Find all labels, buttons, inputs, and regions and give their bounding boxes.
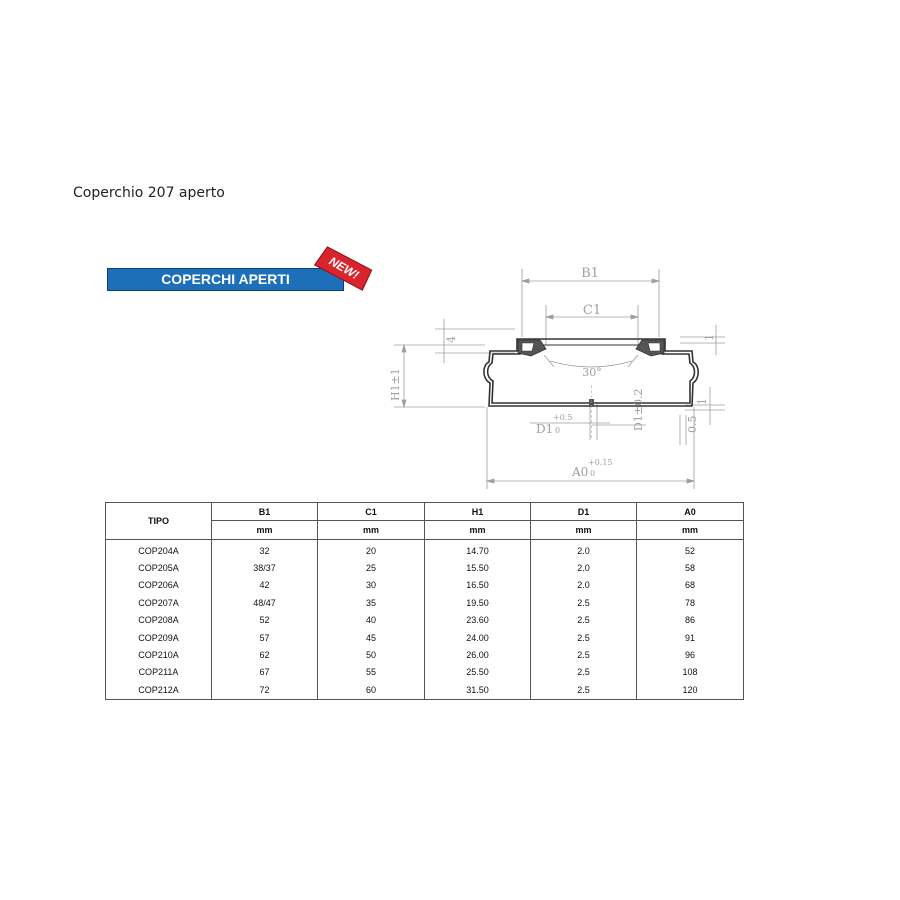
cell-d1: 2.5 xyxy=(531,646,637,663)
cell-b1: 42 xyxy=(212,577,318,594)
table-row xyxy=(106,664,744,681)
technical-drawing xyxy=(380,255,730,495)
cell-d1: 2.5 xyxy=(531,612,637,629)
cell-d1: 2.5 xyxy=(531,664,637,681)
unit-d1: mm xyxy=(531,521,637,540)
table-row xyxy=(106,559,744,576)
dim-d1-left-zero: 0 xyxy=(555,426,561,435)
cell-c1: 60 xyxy=(318,681,425,699)
header-h1: H1 xyxy=(425,503,531,521)
dim-c1-label: C1 xyxy=(582,303,602,318)
cell-a0: 96 xyxy=(637,646,744,663)
cell-h1: 26.00 xyxy=(425,646,531,663)
cell-a0: 58 xyxy=(637,559,744,576)
cell-d1: 2.5 xyxy=(531,594,637,611)
cell-c1: 45 xyxy=(318,629,425,646)
cell-tipo: COP210A xyxy=(138,650,179,661)
dim-half-label: 0.5 xyxy=(686,415,699,433)
table-row xyxy=(106,629,744,646)
cell-b1: 38/37 xyxy=(212,559,318,576)
dim-four-label: 4 xyxy=(445,336,458,343)
page-title: Coperchio 207 aperto xyxy=(73,185,225,201)
cell-b1: 57 xyxy=(212,629,318,646)
header-row xyxy=(106,503,744,521)
cell-d1: 2.0 xyxy=(531,559,637,576)
header-d1: D1 xyxy=(531,503,637,521)
header-c1: C1 xyxy=(318,503,425,521)
cell-d1: 2.0 xyxy=(531,577,637,594)
cell-d1: 2.5 xyxy=(531,629,637,646)
cell-h1: 25.50 xyxy=(425,664,531,681)
dim-d1-mid-label: D1±0.2 xyxy=(632,388,645,431)
cell-h1: 24.00 xyxy=(425,629,531,646)
cell-tipo: COP212A xyxy=(138,684,179,695)
cell-tipo: COP204A xyxy=(138,545,179,556)
cell-b1: 67 xyxy=(212,664,318,681)
cell-h1: 15.50 xyxy=(425,559,531,576)
cell-a0: 78 xyxy=(637,594,744,611)
cell-b1: 48/47 xyxy=(212,594,318,611)
table-row xyxy=(106,681,744,699)
cell-tipo: COP208A xyxy=(138,615,179,626)
dim-d1-left-tol: +0.5 xyxy=(553,413,573,422)
cell-a0: 68 xyxy=(637,577,744,594)
cell-c1: 55 xyxy=(318,664,425,681)
dim-one-right-label: 1 xyxy=(696,398,709,405)
cell-tipo: COP211A xyxy=(138,667,179,678)
cell-tipo: COP205A xyxy=(138,563,179,574)
unit-c1: mm xyxy=(318,521,425,540)
cell-c1: 40 xyxy=(318,612,425,629)
dim-a0-zero: 0 xyxy=(590,469,596,478)
dim-a0-tol: +0.15 xyxy=(588,458,613,467)
dim-angle-label: 30° xyxy=(582,366,602,379)
cell-c1: 30 xyxy=(318,577,425,594)
cell-a0: 120 xyxy=(637,681,744,699)
unit-h1: mm xyxy=(425,521,531,540)
dim-h1-label: H1±1 xyxy=(389,368,402,401)
header-a0: A0 xyxy=(637,503,744,521)
spec-table xyxy=(105,502,744,700)
cell-tipo: COP206A xyxy=(138,580,179,591)
dim-b1-label: B1 xyxy=(581,266,599,281)
table-row xyxy=(106,594,744,611)
table-row xyxy=(106,577,744,594)
cell-tipo: COP207A xyxy=(138,597,179,608)
table-row xyxy=(106,540,744,560)
cell-a0: 108 xyxy=(637,664,744,681)
cell-h1: 19.50 xyxy=(425,594,531,611)
cell-d1: 2.5 xyxy=(531,681,637,699)
banner-label: COPERCHI APERTI xyxy=(161,271,290,287)
cell-a0: 52 xyxy=(637,540,744,560)
cell-tipo: COP209A xyxy=(138,632,179,643)
cell-h1: 31.50 xyxy=(425,681,531,699)
unit-b1: mm xyxy=(212,521,318,540)
cell-c1: 20 xyxy=(318,540,425,560)
cell-a0: 86 xyxy=(637,612,744,629)
cell-b1: 32 xyxy=(212,540,318,560)
header-tipo: TIPO xyxy=(106,503,212,540)
dim-d1-left-label: D1 xyxy=(536,422,554,436)
section-banner xyxy=(107,268,344,291)
cell-c1: 50 xyxy=(318,646,425,663)
cell-h1: 14.70 xyxy=(425,540,531,560)
cell-b1: 52 xyxy=(212,612,318,629)
table-row xyxy=(106,646,744,663)
cell-c1: 35 xyxy=(318,594,425,611)
header-b1: B1 xyxy=(212,503,318,521)
dim-one-top-label: 1 xyxy=(703,334,716,341)
cell-c1: 25 xyxy=(318,559,425,576)
cell-b1: 62 xyxy=(212,646,318,663)
cell-d1: 2.0 xyxy=(531,540,637,560)
cell-h1: 23.60 xyxy=(425,612,531,629)
badge-label: NEW! xyxy=(326,253,362,283)
dim-a0-label: A0 xyxy=(572,465,589,479)
cell-a0: 91 xyxy=(637,629,744,646)
unit-a0: mm xyxy=(637,521,744,540)
table-row xyxy=(106,612,744,629)
cell-h1: 16.50 xyxy=(425,577,531,594)
cell-b1: 72 xyxy=(212,681,318,699)
